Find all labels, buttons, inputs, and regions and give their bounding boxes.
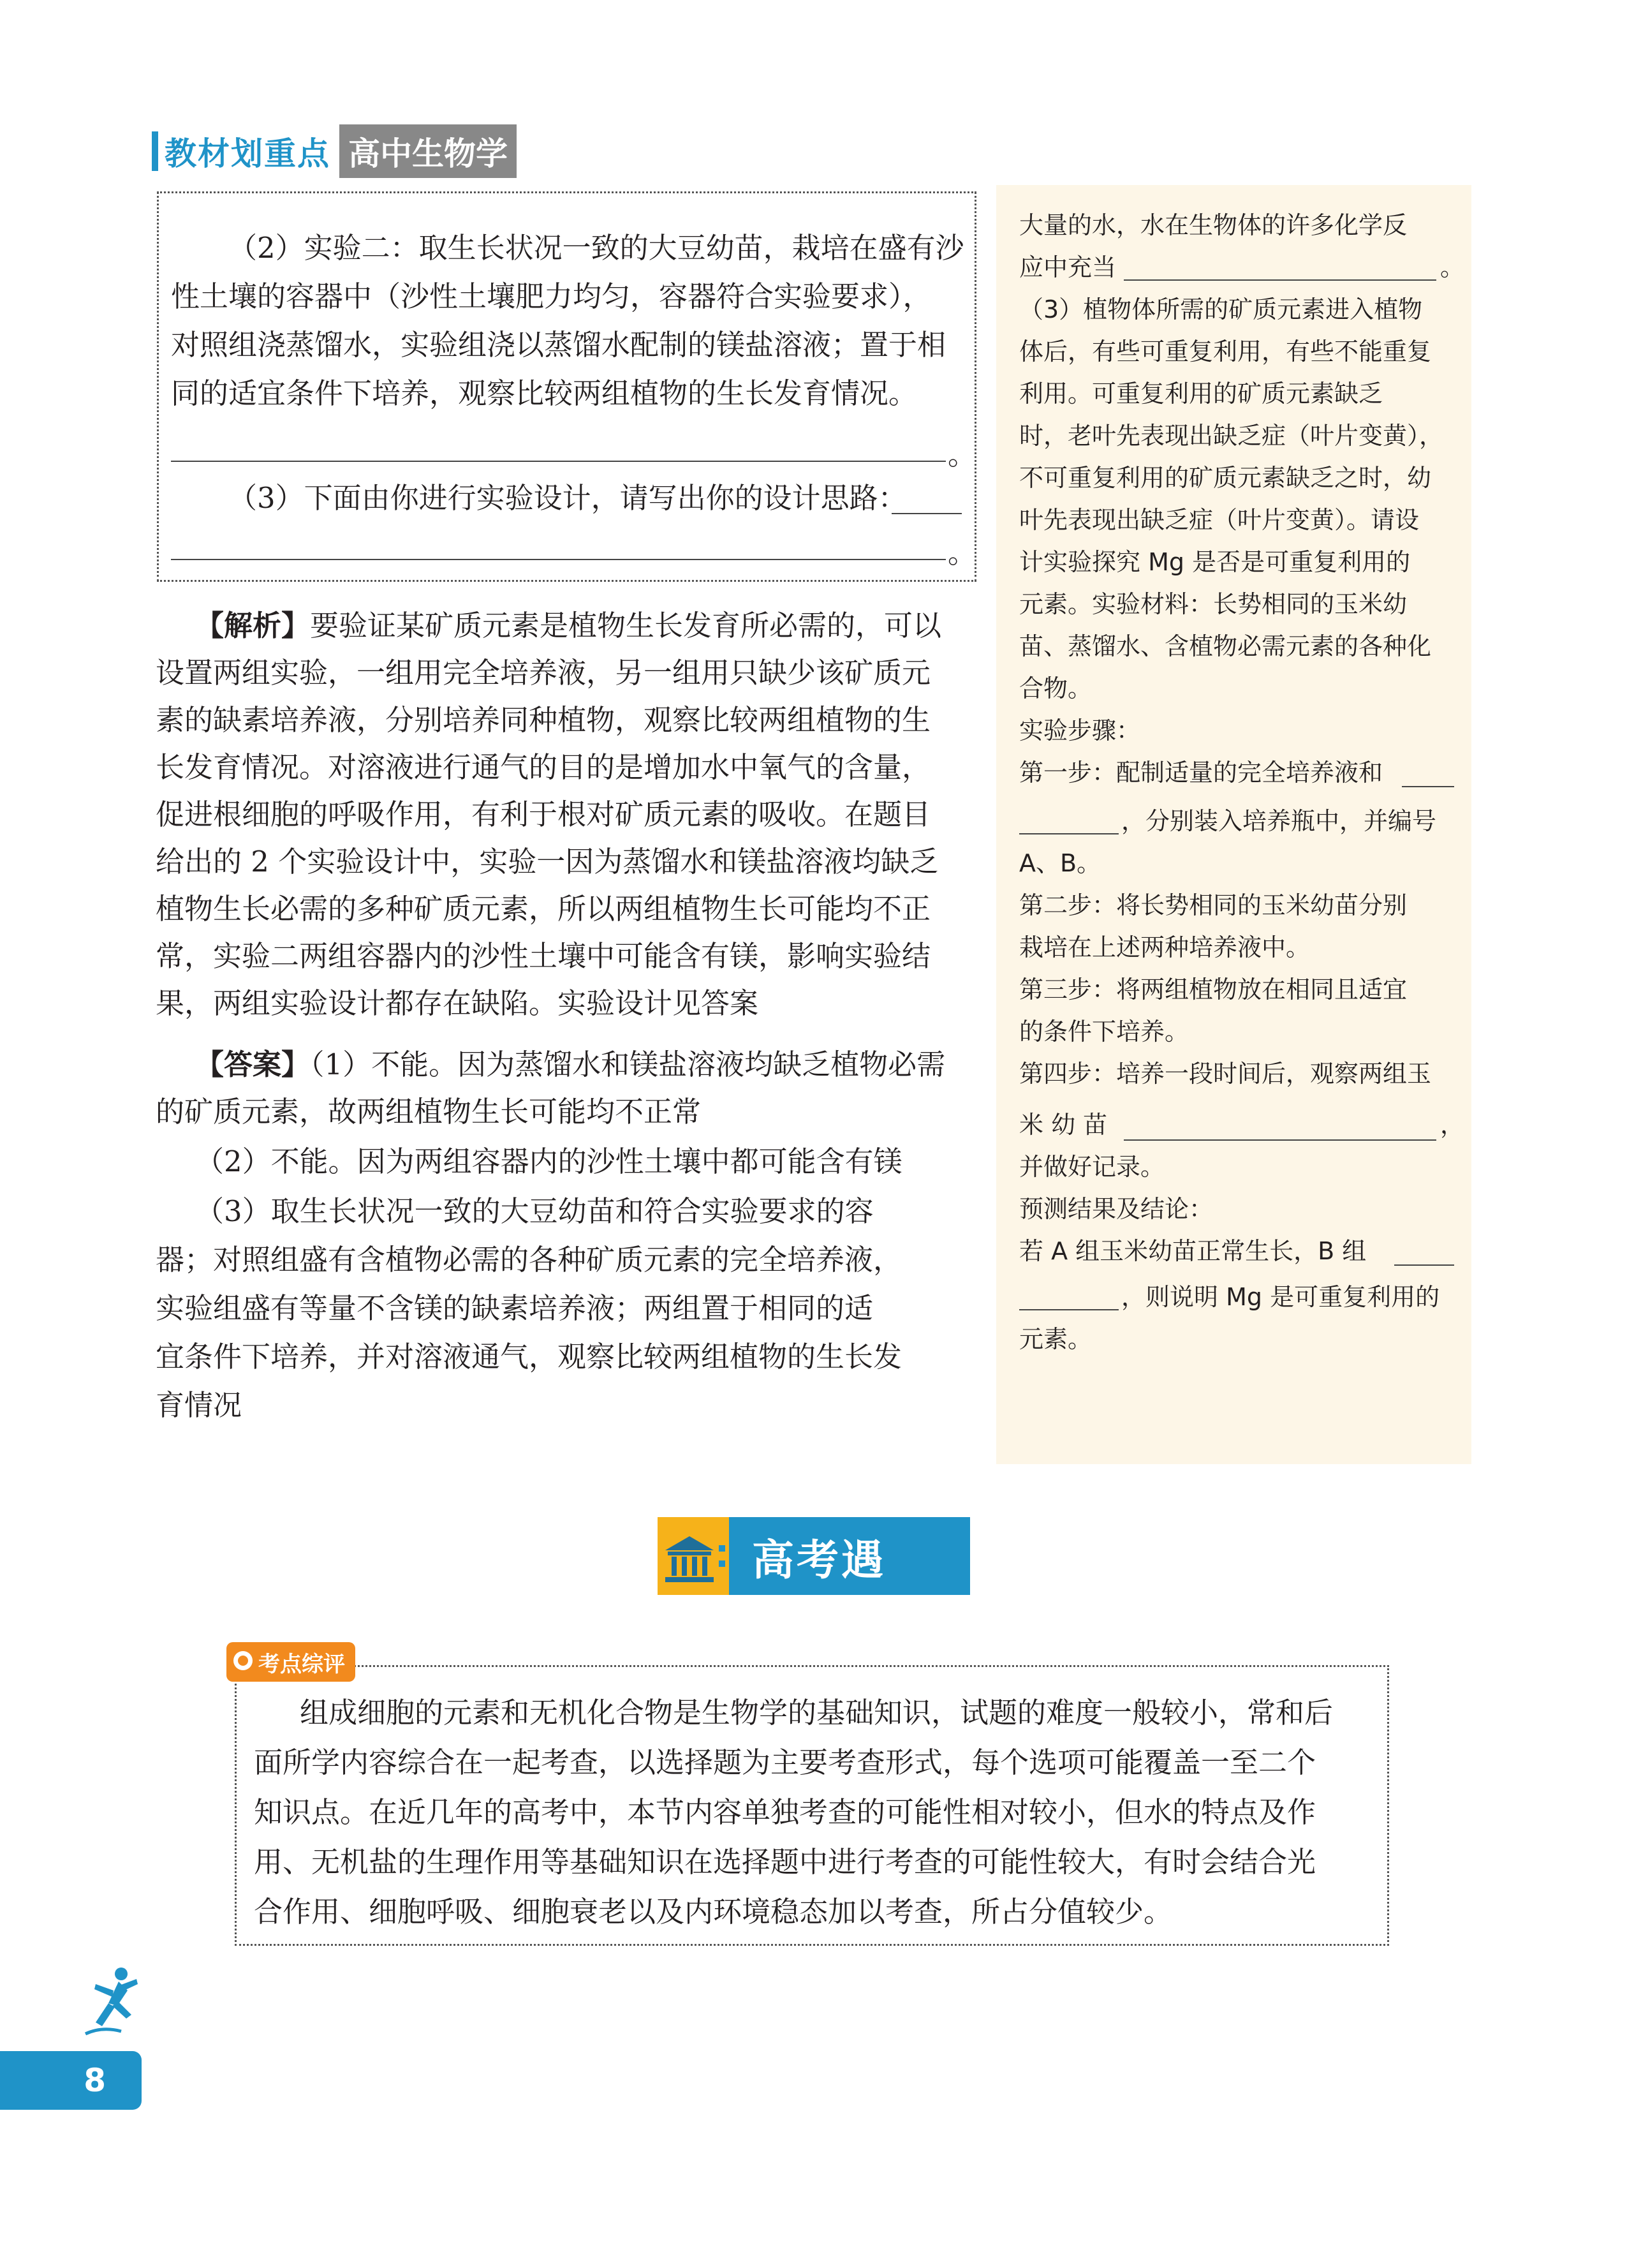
answer-tag: 【答案】 <box>195 1048 311 1081</box>
side-line: 苗、蒸馏水、含植物必需元素的各种化 <box>1019 632 1432 660</box>
side-line: 第四步：培养一段时间后，观察两组玉 <box>1019 1060 1432 1088</box>
side-line: 栽培在上述两种培养液中。 <box>1019 933 1311 961</box>
header-brand: 教材划重点 <box>165 135 330 172</box>
answer-line: 宜条件下培养，并对溶液通气，观察比较两组植物的生长发 <box>156 1340 902 1374</box>
side-line: 预测结果及结论： <box>1019 1195 1214 1223</box>
side-blank-2a[interactable] <box>1402 786 1454 787</box>
analysis-line: 植物生长必需的多种矿质元素，所以两组植物生长可能均不正 <box>156 892 931 926</box>
exp2-line-1: （2）实验二：取生长状况一致的大豆幼苗，栽培在盛有沙 <box>228 231 964 265</box>
side-line: 叶先表现出缺乏症（叶片变黄）。请设 <box>1019 506 1420 534</box>
side-blank-2b[interactable] <box>1019 833 1119 834</box>
side-line: 不可重复利用的矿质元素缺乏之时，幼 <box>1019 464 1432 492</box>
header-accent-bar <box>152 131 158 171</box>
side-line: 大量的水，水在生物体的许多化学反 <box>1019 211 1408 239</box>
side-line: 元素。实验材料：长势相同的玉米幼 <box>1019 590 1408 618</box>
exp2-line-3: 对照组浇蒸馏水，实验组浇以蒸馏水配制的镁盐溶液；置于相 <box>171 328 946 362</box>
answer-line: （2）不能。因为两组容器内的沙性土壤中都可能含有镁 <box>195 1145 902 1178</box>
side-line: 计实验探究 Mg 是否是可重复利用的 <box>1019 548 1411 576</box>
exp3-prompt: （3）下面由你进行实验设计，请写出你的设计思路： <box>228 481 907 515</box>
side-line: ，则说明 Mg 是可重复利用的 <box>1121 1283 1440 1311</box>
side-line: ，分别装入培养瓶中，并编号 <box>1121 807 1437 835</box>
answer-line: （3）取生长状况一致的大豆幼苗和符合实验要求的容 <box>195 1194 874 1228</box>
review-badge <box>226 1642 355 1682</box>
side-blank-4b[interactable] <box>1019 1309 1119 1310</box>
side-line: （3）植物体所需的矿质元素进入植物 <box>1019 295 1423 323</box>
side-line: A、B。 <box>1019 849 1101 877</box>
side-line: 利用。可重复利用的矿质元素缺乏 <box>1019 380 1383 408</box>
side-line: 第三步：将两组植物放在相同且适宜 <box>1019 975 1408 1004</box>
review-line: 面所学内容综合在一起考查，以选择题为主要考查形式，每个选项可能覆盖一至二个 <box>254 1745 1316 1779</box>
side-line: 第二步：将长势相同的玉米幼苗分别 <box>1019 891 1408 919</box>
side-line: 元素。 <box>1019 1325 1093 1353</box>
analysis-text: 要验证某矿质元素是植物生长发育所必需的，可以 <box>310 609 942 642</box>
side-line: 并做好记录。 <box>1019 1153 1165 1181</box>
side-line: 的条件下培养。 <box>1019 1018 1189 1046</box>
review-line: 合作用、细胞呼吸、细胞衰老以及内环境稳态加以考查，所占分值较少。 <box>254 1895 1173 1929</box>
analysis-line: 长发育情况。对溶液进行通气的目的是增加水中氧气的含量， <box>156 750 931 784</box>
side-line: 合物。 <box>1019 674 1093 702</box>
section-title: 高考遇 <box>729 1517 970 1595</box>
header-subject: 高中生物学 <box>339 124 517 178</box>
side-line: 第一步：配制适量的完全培养液和 <box>1019 759 1383 787</box>
side-blank-4a[interactable] <box>1394 1264 1454 1266</box>
analysis-line: 促进根细胞的呼吸作用，有利于根对矿质元素的吸收。在题目 <box>156 797 931 831</box>
side-end-mark: 。 <box>1440 253 1465 281</box>
side-line: 时，老叶先表现出缺乏症（叶片变黄）， <box>1019 422 1444 450</box>
review-icon <box>232 1649 254 1675</box>
answer-blank-exp3-b[interactable] <box>171 559 946 560</box>
running-header <box>152 128 517 175</box>
analysis-first-line <box>195 611 941 640</box>
analysis-line: 素的缺素培养液，分别培养同种植物，观察比较两组植物的生 <box>156 703 931 737</box>
answer-line: 的矿质元素，故两组植物生长可能均不正常 <box>156 1095 702 1129</box>
athlete-icon <box>77 1965 147 2044</box>
answer-line: 育情况 <box>156 1388 242 1422</box>
institution-icon <box>658 1517 729 1595</box>
side-blank-1[interactable] <box>1124 279 1436 281</box>
answer-text: （1）不能。因为蒸馏水和镁盐溶液均缺乏植物必需 <box>310 1048 946 1081</box>
side-line: 应中充当 <box>1019 253 1117 281</box>
side-line: 若 A 组玉米幼苗正常生长，B 组 <box>1019 1237 1367 1265</box>
analysis-line: 给出的 2 个实验设计中，实验一因为蒸馏水和镁盐溶液均缺乏 <box>156 845 939 878</box>
review-badge-label: 考点综评 <box>258 1651 345 1677</box>
side-blank-3[interactable] <box>1124 1139 1436 1141</box>
section-banner <box>658 1517 970 1595</box>
review-line: 知识点。在近几年的高考中，本节内容单独考查的可能性相对较小，但水的特点及作 <box>254 1795 1316 1829</box>
review-line: 组成细胞的元素和无机化合物是生物学的基础知识，试题的难度一般较小，常和后 <box>300 1696 1334 1730</box>
analysis-line: 常，实验二两组容器内的沙性土壤中可能含有镁，影响实验结 <box>156 939 931 973</box>
end-mark: 。 <box>948 536 977 570</box>
answer-blank-exp3-a[interactable] <box>892 513 962 514</box>
answer-line: 器；对照组盛有含植物必需的各种矿质元素的完全培养液， <box>156 1243 902 1277</box>
page-number: 8 <box>0 2051 142 2110</box>
answer-first-line <box>195 1050 945 1079</box>
analysis-tag: 【解析】 <box>195 609 311 642</box>
review-line: 用、无机盐的生理作用等基础知识在选择题中进行考查的可能性较大，有时会结合光 <box>254 1845 1316 1879</box>
answer-line: 实验组盛有等量不含镁的缺素培养液；两组置于相同的适 <box>156 1291 874 1325</box>
side-line: 实验步骤： <box>1019 716 1141 745</box>
exp2-line-4: 同的适宜条件下培养，观察比较两组植物的生长发育情况。 <box>171 376 918 410</box>
exp2-line-2: 性土壤的容器中（沙性土壤肥力均匀，容器符合实验要求）， <box>171 279 932 313</box>
side-line: 体后，有些可重复利用，有些不能重复 <box>1019 337 1432 366</box>
answer-blank-exp2[interactable] <box>171 461 946 462</box>
side-comma-mark: ， <box>1440 1111 1465 1139</box>
side-line: 米 幼 苗 <box>1019 1111 1108 1139</box>
end-mark: 。 <box>948 438 977 471</box>
analysis-line: 设置两组实验，一组用完全培养液，另一组用只缺少该矿质元 <box>156 656 931 690</box>
analysis-line: 果，两组实验设计都存在缺陷。实验设计见答案 <box>156 986 759 1020</box>
